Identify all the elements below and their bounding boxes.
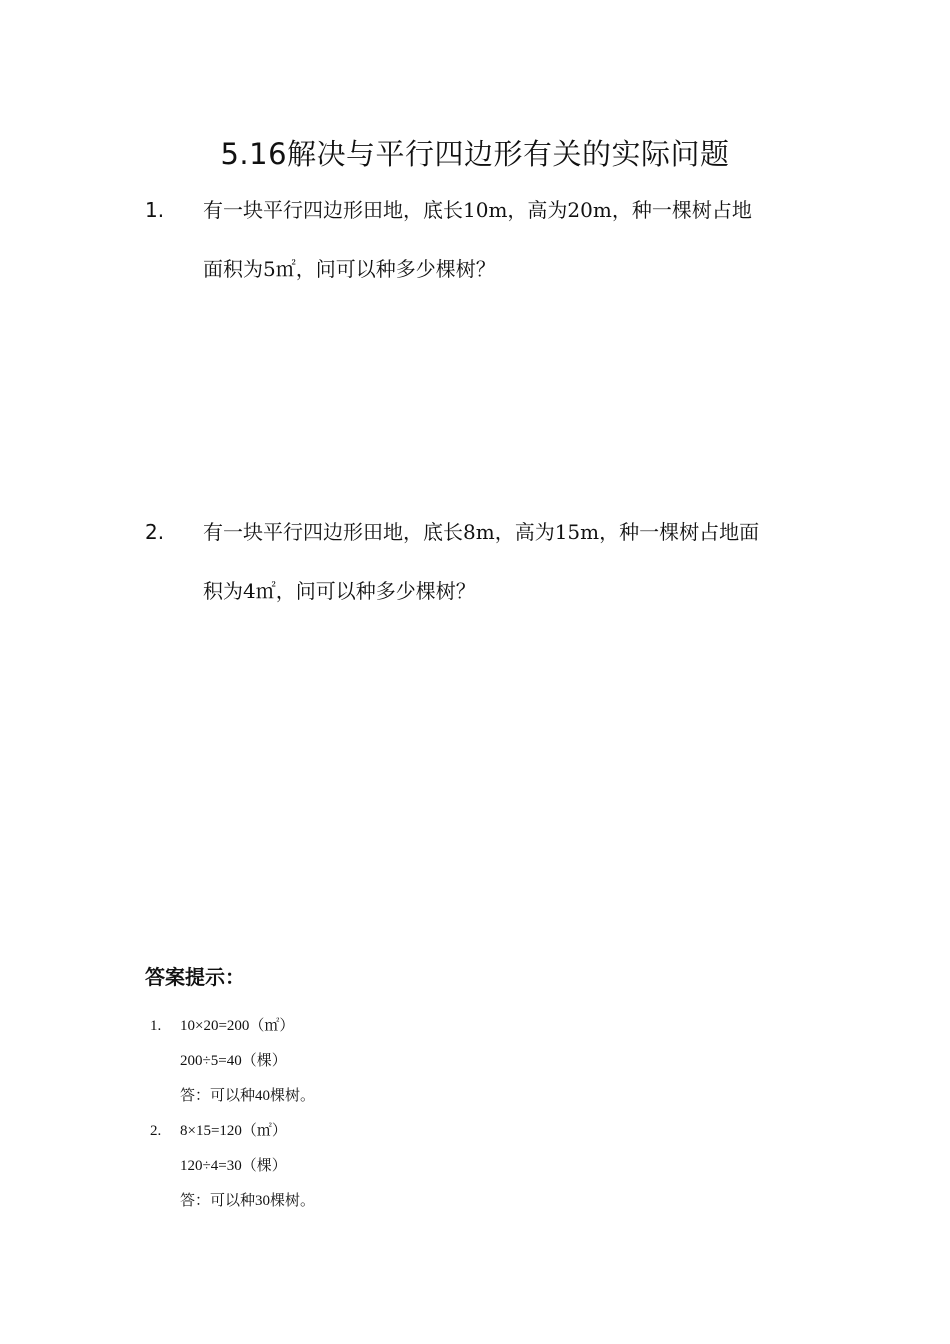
question-text-line-2: 面积为5㎡，问可以种多少棵树？ bbox=[203, 257, 496, 281]
question-text-line-1: 有一块平行四边形田地，底长10m，高为20m，种一棵树占地 bbox=[203, 198, 752, 222]
page-title: 5.16解决与平行四边形有关的实际问题 bbox=[220, 137, 730, 171]
answer-line: 120÷4=30（棵） bbox=[180, 1158, 287, 1174]
answer-number: 2. bbox=[150, 1123, 162, 1139]
answer-line: 10×20=200（㎡） bbox=[180, 1018, 295, 1034]
answer-line: 8×15=120（㎡） bbox=[180, 1123, 287, 1139]
answer-line: 答：可以种30棵树。 bbox=[180, 1193, 316, 1209]
answer-number: 1. bbox=[150, 1018, 162, 1034]
answer-heading: 答案提示： bbox=[145, 965, 245, 989]
question-text-line-1: 有一块平行四边形田地，底长8m，高为15m，种一棵树占地面 bbox=[203, 520, 760, 544]
question-number: 1. bbox=[145, 198, 165, 222]
question-text-line-2: 积为4㎡，问可以种多少棵树？ bbox=[203, 579, 476, 603]
answer-line: 答：可以种40棵树。 bbox=[180, 1088, 316, 1104]
question-number: 2. bbox=[145, 520, 165, 544]
answer-line: 200÷5=40（棵） bbox=[180, 1053, 287, 1069]
